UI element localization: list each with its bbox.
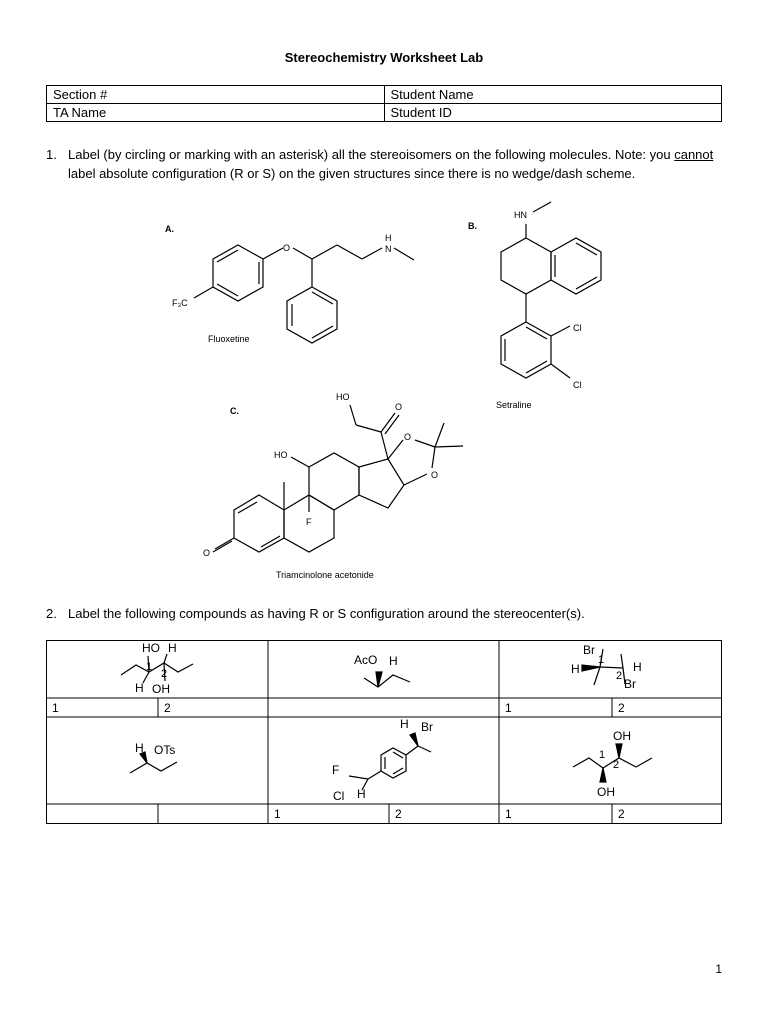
page-number: 1 — [715, 962, 722, 976]
answer-cell-6-2[interactable]: 2 — [618, 807, 625, 821]
compound-1-center-2-label: 2 — [161, 668, 168, 680]
compound-3-center-2-label: 2 — [616, 670, 623, 682]
answer-cell-1-1[interactable]: 1 — [52, 701, 59, 715]
compound-4-ots-label: OTs — [154, 743, 176, 757]
student-id-field[interactable]: Student ID — [384, 104, 722, 122]
fluoxetine-h-label: H — [385, 233, 392, 243]
compound-5-h-label: H — [400, 717, 409, 731]
answer-cell-5-1[interactable]: 1 — [274, 807, 281, 821]
compound-1-oh-bot-label: OH — [152, 682, 170, 696]
compound-3-center-1-label: 1 — [598, 654, 605, 666]
compound-6-center-1-label: 1 — [599, 749, 606, 761]
compound-6-oh-bot-label: OH — [597, 785, 615, 799]
compound-6-center-2-label: 2 — [613, 759, 620, 771]
triamcinolone-ho-mid-label: HO — [274, 450, 288, 460]
answer-cell-5-2[interactable]: 2 — [395, 807, 402, 821]
molecule-b-letter: B. — [468, 221, 477, 231]
answer-cell-3-2[interactable]: 2 — [618, 701, 625, 715]
compound-1-center-1-label: 1 — [146, 661, 153, 673]
compound-3-h-left-label: H — [571, 662, 580, 676]
compound-1-ho-label: HO — [142, 641, 160, 655]
compound-6-oh-top-label: OH — [613, 729, 631, 743]
section-field[interactable]: Section # — [47, 86, 385, 104]
compound-3-br-bot-label: Br — [624, 677, 636, 691]
molecule-c-letter: C. — [230, 406, 239, 416]
compound-3-br-top-label: Br — [583, 643, 595, 657]
question-1-number: 1. — [46, 147, 57, 162]
triamcinolone-ring-o1-label: O — [404, 432, 412, 442]
compound-4-h-label: H — [135, 741, 144, 755]
triamcinolone-ketone-o-label: O — [395, 402, 403, 412]
compound-2-h-label: H — [389, 654, 398, 668]
fluoxetine-n-label: N — [385, 244, 392, 254]
triamcinolone-ring-o2-label: O — [431, 470, 439, 480]
compound-5-h2-label: H — [357, 787, 366, 801]
compound-5-f-label: F — [332, 763, 340, 777]
answer-cell-3-1[interactable]: 1 — [505, 701, 512, 715]
compound-5-br-label: Br — [421, 720, 433, 734]
setraline-cl1-label: Cl — [573, 323, 582, 333]
molecule-a-letter: A. — [165, 224, 174, 234]
triamcinolone-f-label: F — [306, 517, 312, 527]
compound-5-cl-label: Cl — [333, 789, 345, 803]
molecule-c-name: Triamcinolone acetonide — [276, 570, 374, 580]
compound-1-h-top-label: H — [168, 641, 177, 655]
student-name-field[interactable]: Student Name — [384, 86, 722, 104]
question-1-text: Label (by circling or marking with an asterisk) all the stereoisomers on the following molecules. Note: you cannot label absolute configuration (R or S) on the given structures since there is no wedge/dash scheme. — [68, 147, 714, 181]
triamcinolone-enone-o-label: O — [203, 548, 211, 558]
fluoxetine-o-label: O — [283, 243, 291, 253]
question-2-grid — [46, 640, 722, 824]
triamcinolone-ho-top-label: HO — [336, 392, 350, 402]
question-2 — [46, 604, 722, 623]
ta-name-field[interactable]: TA Name — [47, 104, 385, 122]
question-2-text: Label the following compounds as having R or S configuration around the stereocenter(s). — [68, 606, 585, 621]
answer-cell-1-2[interactable]: 2 — [164, 701, 171, 715]
molecule-a-name: Fluoxetine — [208, 334, 250, 344]
molecule-b-name: Setraline — [496, 400, 532, 410]
fluoxetine-f3c-label: F₃C — [172, 298, 188, 308]
compound-3-h-right-label: H — [633, 660, 642, 674]
page-title: Stereochemistry Worksheet Lab — [284, 50, 484, 65]
question-2-number: 2. — [46, 606, 57, 621]
compound-2-aco-label: AcO — [354, 653, 378, 667]
answer-cell-6-1[interactable]: 1 — [505, 807, 512, 821]
setraline-cl2-label: Cl — [573, 380, 582, 390]
emphasis-cannot: cannot — [674, 147, 714, 162]
compound-1-h-bot-label: H — [135, 681, 144, 695]
setraline-hn-label: HN — [514, 210, 527, 220]
